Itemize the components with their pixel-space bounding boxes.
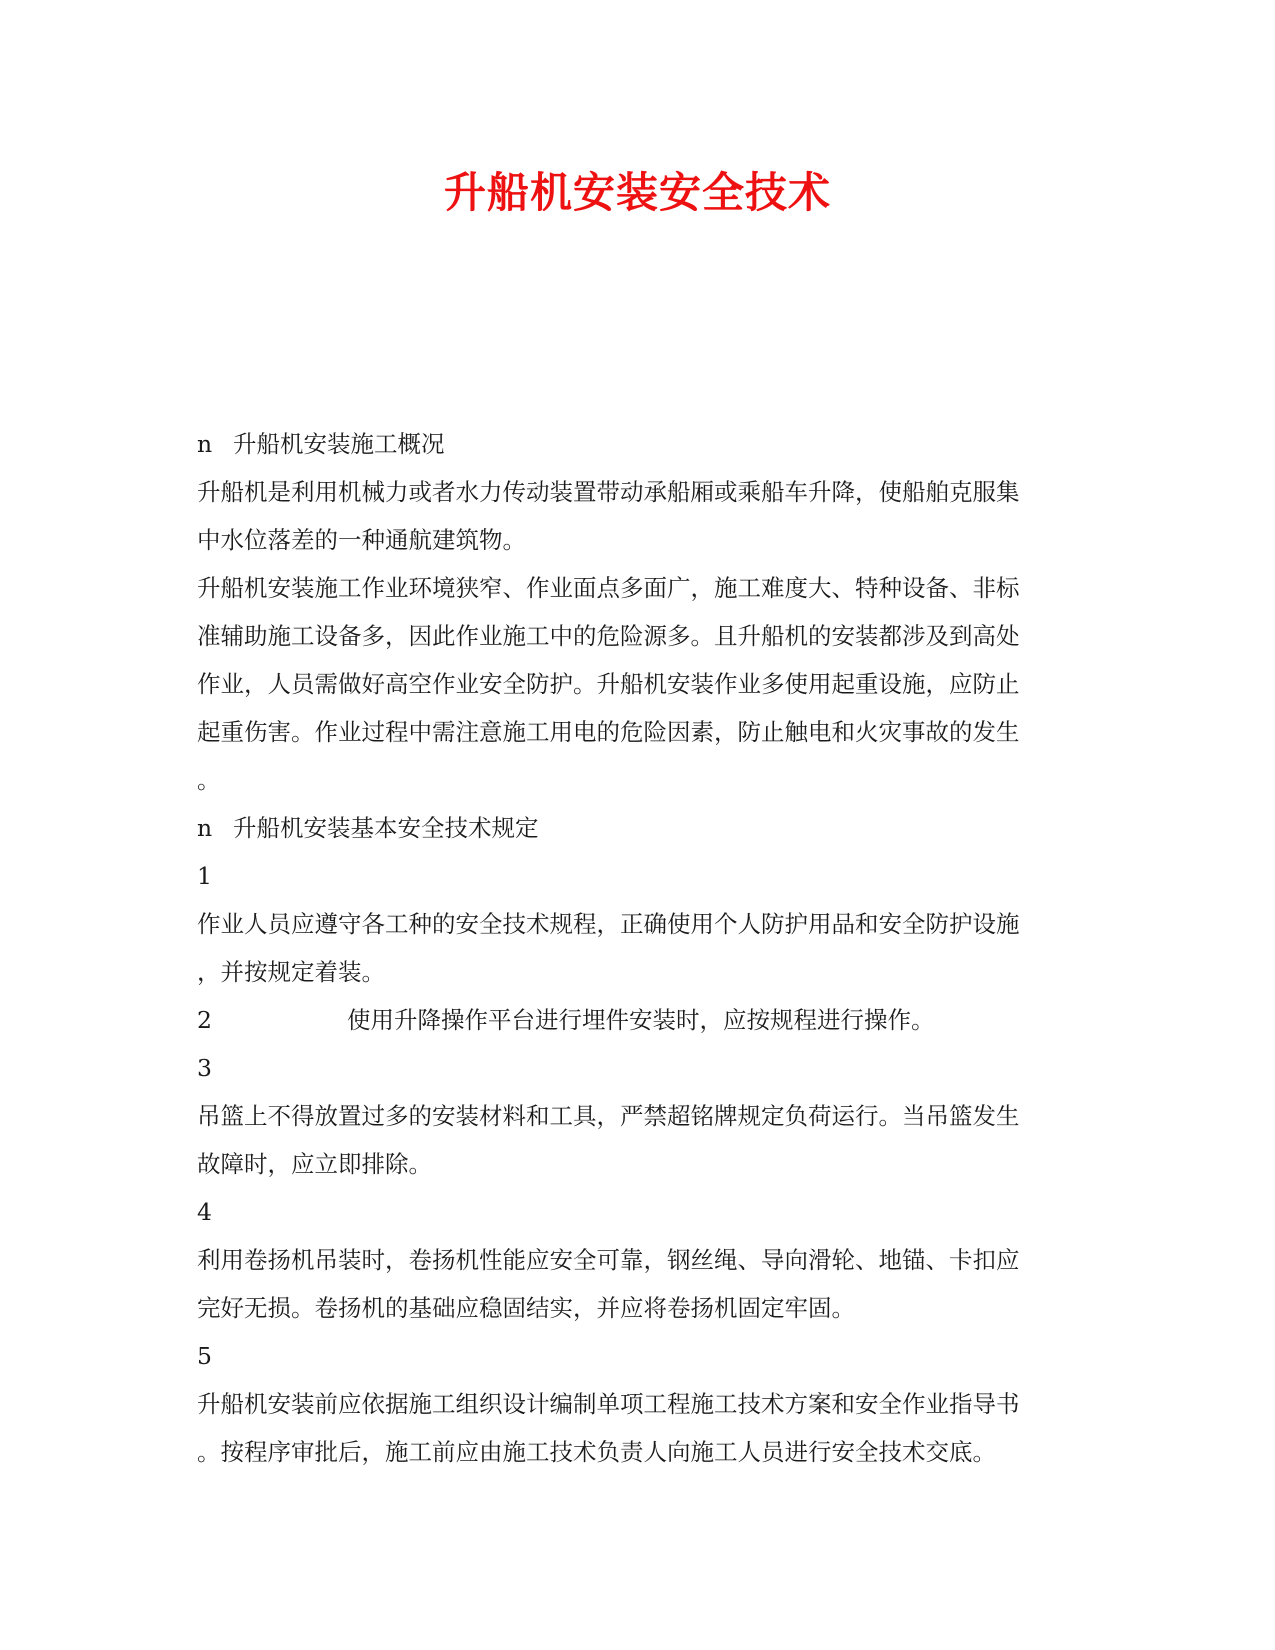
item-text: 作业人员应遵守各工种的安全技术规程，正确使用个人防护用品和安全防护设施	[197, 910, 1020, 938]
paragraph-line: 。	[197, 766, 221, 794]
paragraph-line: 升船机安装施工作业环境狭窄、作业面点多面广，施工难度大、特种设备、非标	[197, 574, 1020, 602]
document-title: 升船机安装安全技术	[443, 168, 831, 217]
item-text: 使用升降操作平台进行埋件安装时，应按规程进行操作。	[347, 1006, 935, 1034]
paragraph-line: 升船机是利用机械力或者水力传动装置带动承船厢或乘船车升降，使船舶克服集	[197, 478, 1020, 506]
section-heading-overview	[197, 420, 1077, 468]
paragraph-line: 中水位落差的一种通航建筑物。	[197, 526, 526, 554]
item-text: 故障时，应立即排除。	[197, 1150, 432, 1178]
item-text: 。按程序审批后，施工前应由施工技术负责人向施工人员进行安全技术交底。	[197, 1438, 996, 1466]
item-number-2: 2	[197, 1006, 212, 1034]
paragraph-line: 起重伤害。作业过程中需注意施工用电的危险因素，防止触电和火灾事故的发生	[197, 718, 1020, 746]
item-number-1: 1	[197, 862, 212, 890]
item-number-3: 3	[197, 1054, 212, 1082]
paragraph-line: 作业，人员需做好高空作业安全防护。升船机安装作业多使用起重设施，应防止	[197, 670, 1020, 698]
item-text: ，并按规定着装。	[197, 958, 385, 986]
section-marker: n	[197, 814, 213, 842]
section-heading-text: 升船机安装基本安全技术规定	[233, 814, 539, 842]
paragraph-line: 准辅助施工设备多，因此作业施工中的危险源多。且升船机的安装都涉及到高处	[197, 622, 1020, 650]
section-heading-text: 升船机安装施工概况	[233, 430, 445, 458]
section-heading-rules	[197, 804, 1077, 852]
item-text: 吊篮上不得放置过多的安装材料和工具，严禁超铭牌规定负荷运行。当吊篮发生	[197, 1102, 1020, 1130]
item-number-4: 4	[197, 1198, 212, 1226]
item-text: 完好无损。卷扬机的基础应稳固结实，并应将卷扬机固定牢固。	[197, 1294, 855, 1322]
section-marker: n	[197, 430, 213, 458]
item-2	[197, 996, 1077, 1044]
document-body	[197, 420, 1077, 1476]
item-text: 利用卷扬机吊装时，卷扬机性能应安全可靠，钢丝绳、导向滑轮、地锚、卡扣应	[197, 1246, 1020, 1274]
item-text: 升船机安装前应依据施工组织设计编制单项工程施工技术方案和安全作业指导书	[197, 1390, 1020, 1418]
item-number-5: 5	[197, 1342, 212, 1370]
